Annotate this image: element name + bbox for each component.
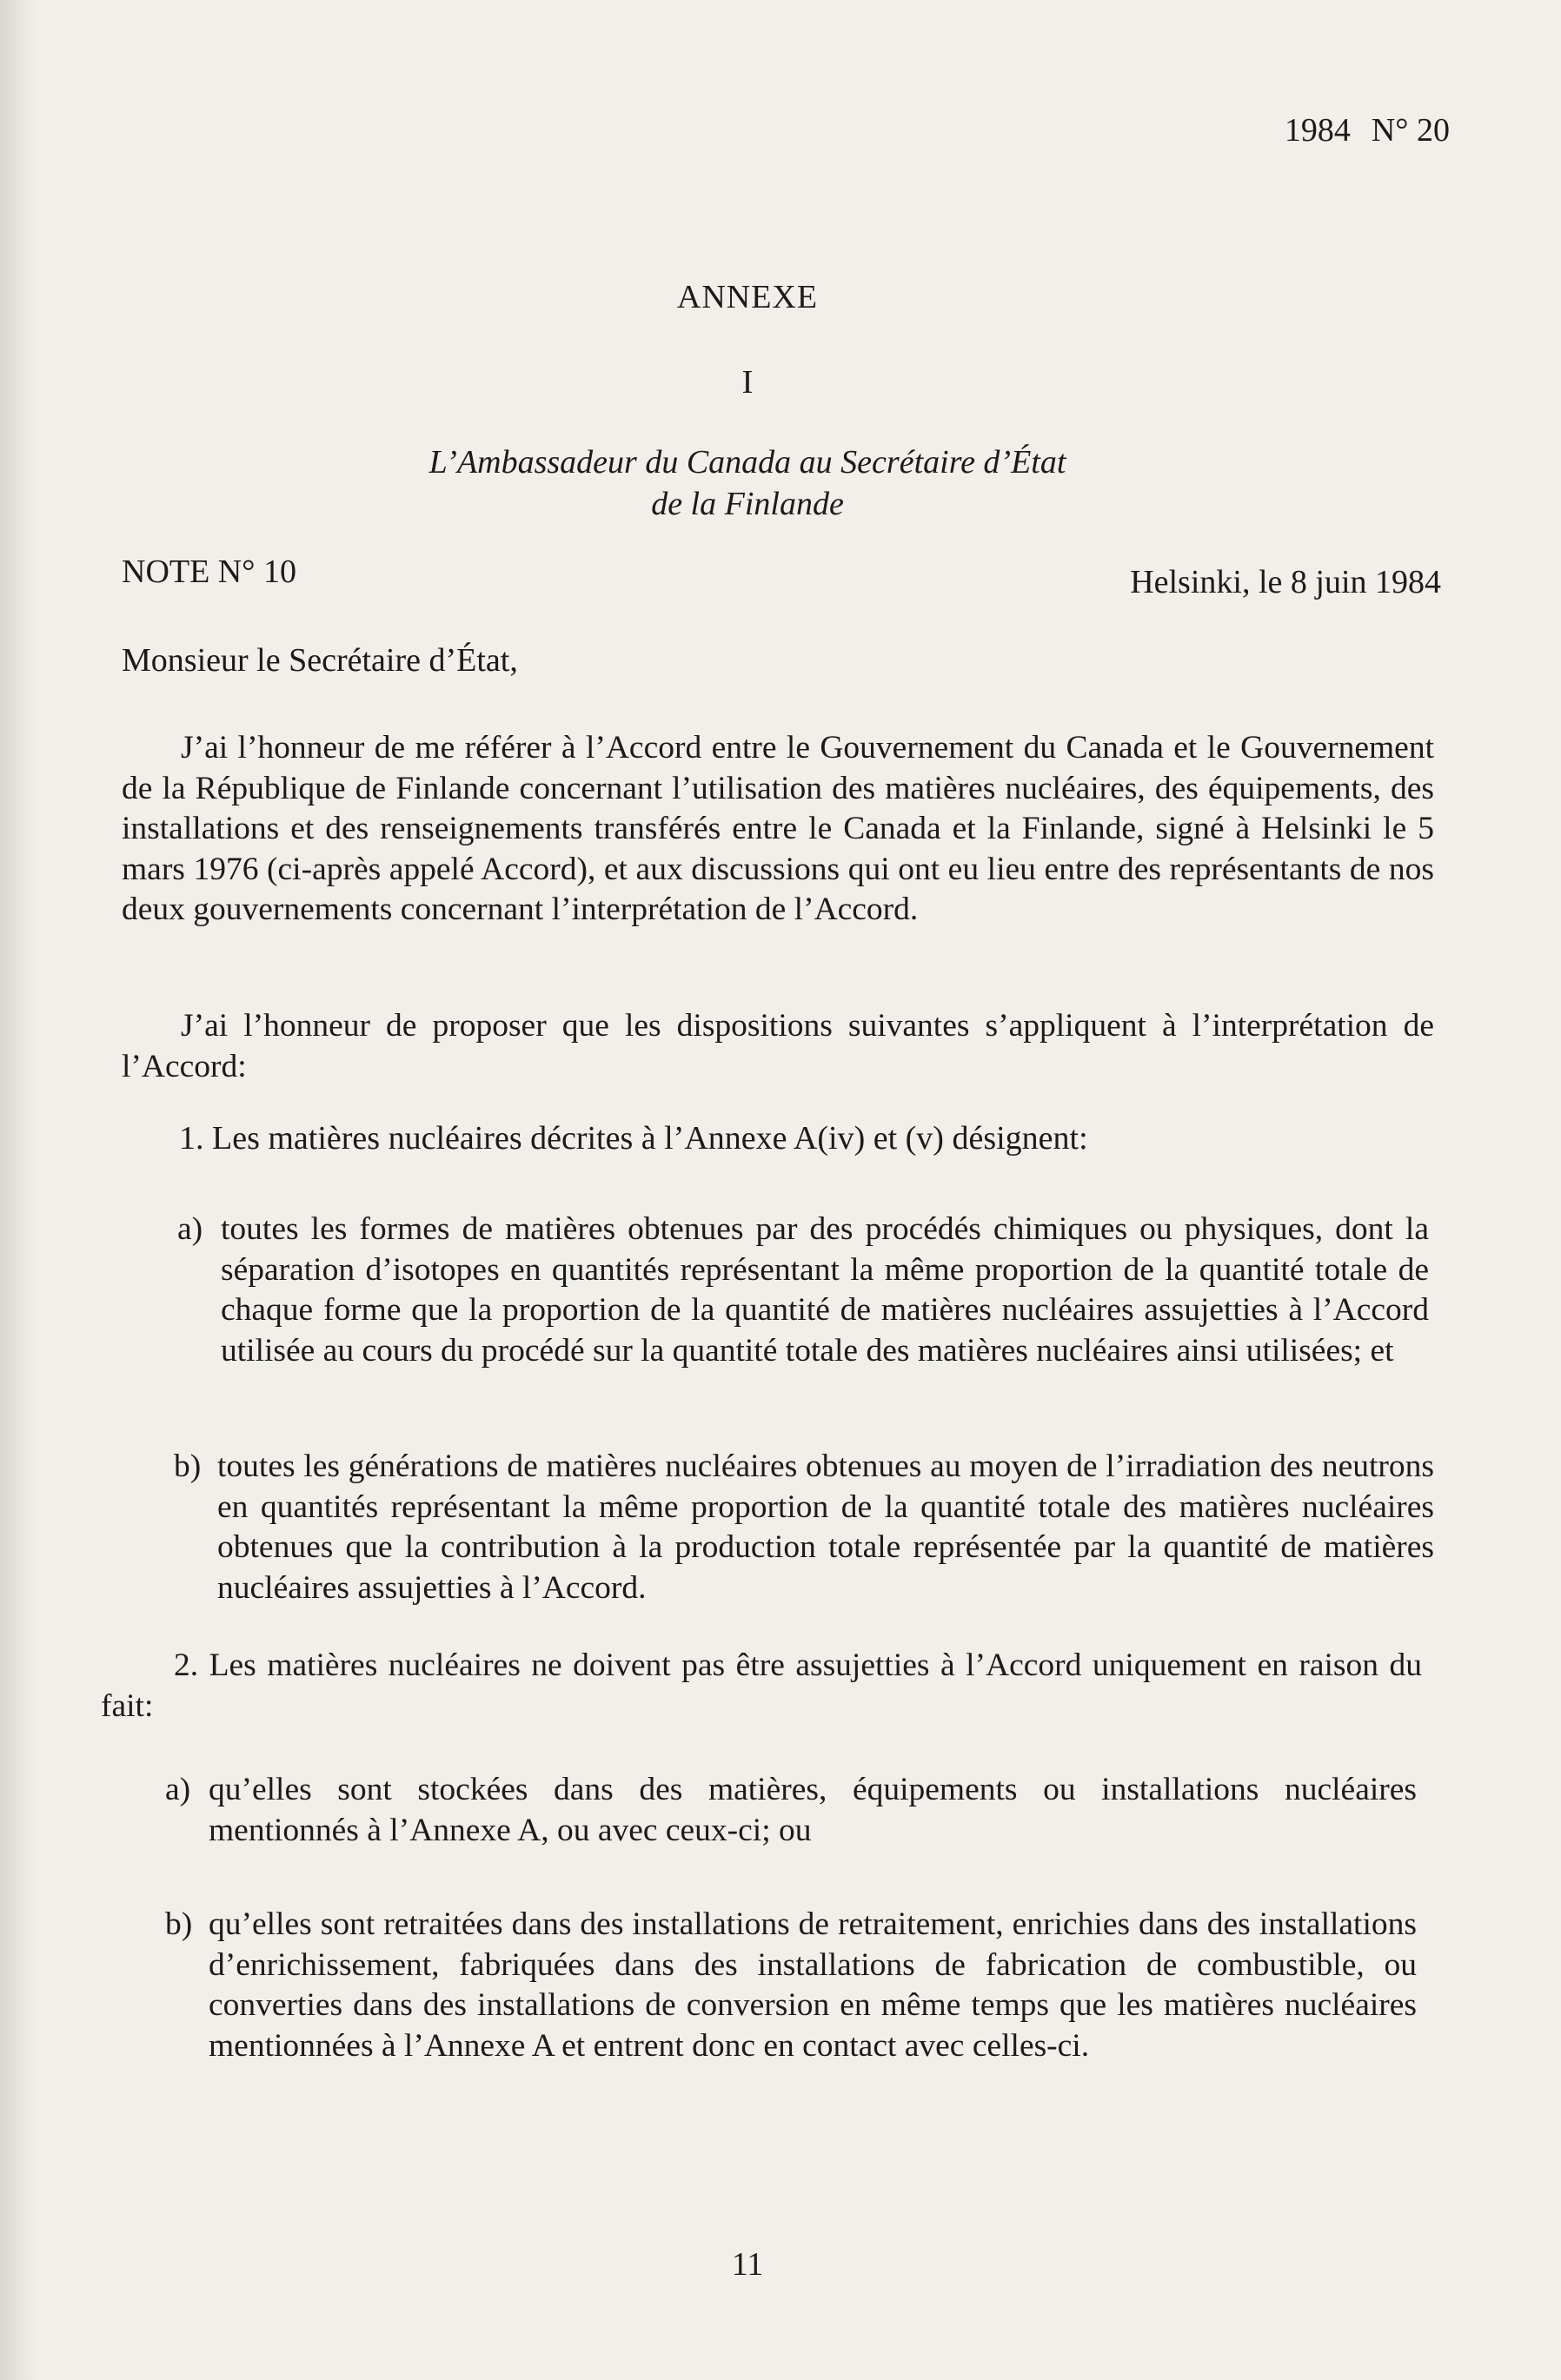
paragraph-1-text: J’ai l’honneur de me référer à l’Accord entre le Gouvernement du Canada et le Gouvernement de la République de Finlande concernant l’utilisation des matières nucléaires, des équipements, des installations et des renseignements transférés entre le Canada et la Finlande, signé à Helsinki le 5 mars 1976 (ci-après appelé Accord), et aux discussions qui ont eu lieu entre des représentants de nos deux gouvernements concernant l’interprétation de l’Accord. bbox=[122, 730, 1434, 927]
list-item-text: toutes les générations de matières nucléaires obtenues au moyen de l’irradiation des neutrons en quantités représentant la même proportion de la quantité totale des matières nucléaires obtenues que la contribution à la production totale représentée par la quantité de matières nucléaires assujetties à l’Accord. bbox=[217, 1449, 1434, 1606]
annex-title: ANNEXE bbox=[676, 279, 819, 315]
list-item-2a bbox=[165, 1770, 1417, 1851]
list-item-label: a) bbox=[177, 1211, 203, 1247]
list-item-2b bbox=[165, 1905, 1417, 2066]
salutation: Monsieur le Secrétaire d’État, bbox=[122, 642, 518, 679]
page-header bbox=[1264, 111, 1450, 149]
sender-heading bbox=[0, 441, 1495, 525]
list-item-label: b) bbox=[174, 1449, 202, 1484]
paragraph-1 bbox=[122, 728, 1434, 931]
list-item-text: qu’elles sont stockées dans des matières, équipements ou installations nucléaires mentionnés à l’Annexe A, ou avec ceux-ci; ou bbox=[209, 1772, 1417, 1848]
list-item-text: qu’elles sont retraitées dans des installations de retraitement, enrichies dans des installations d’enrichissement, fabriquées dans des installations de fabrication de combustible, ou converties dans des installations de conversion en même temps que les matières nucléaires mentionnées à l’Annexe A et entrent donc en contact avec celles-ci. bbox=[209, 1906, 1417, 2064]
list-item-1b bbox=[174, 1447, 1434, 1608]
place-date: Helsinki, le 8 juin 1984 bbox=[1130, 564, 1441, 600]
list-item-1a bbox=[177, 1210, 1429, 1371]
sender-line-1: L’Ambassadeur du Canada au Secrétaire d’État bbox=[428, 444, 1066, 481]
list-item-label: a) bbox=[165, 1772, 191, 1807]
paragraph-2-text: J’ai l’honneur de proposer que les dispositions suivantes s’appliquent à l’interprétation de l’Accord: bbox=[122, 1008, 1434, 1084]
list-item-text: toutes les formes de matières obtenues par des procédés chimiques ou physiques, dont la séparation d’isotopes en quantités représentant la même proportion de la quantité totale de chaque forme que la proportion de la quantité de matières nucléaires assujetties à l’Accord utilisée au cours du procédé sur la quantité totale des matières nucléaires ainsi utilisées; et bbox=[221, 1211, 1429, 1369]
point-1-heading: 1. Les matières nucléaires décrites à l’Annexe A(iv) et (v) désignent: bbox=[179, 1120, 1088, 1157]
header-number: N° 20 bbox=[1371, 112, 1450, 149]
note-number: NOTE N° 10 bbox=[122, 554, 296, 590]
list-item-label: b) bbox=[165, 1906, 193, 1942]
page-binding-edge bbox=[0, 0, 37, 2380]
annex-roman-number: I bbox=[741, 364, 754, 401]
paragraph-2 bbox=[122, 1006, 1434, 1087]
sender-line-2: de la Finlande bbox=[651, 486, 844, 522]
header-year: 1984 bbox=[1284, 112, 1351, 149]
point-2-text: 2. Les matières nucléaires ne doivent pas être assujetties à l’Accord uniquement en raison du fait: bbox=[101, 1647, 1422, 1724]
point-2-paragraph bbox=[101, 1646, 1422, 1727]
page-number: 11 bbox=[731, 2246, 764, 2283]
